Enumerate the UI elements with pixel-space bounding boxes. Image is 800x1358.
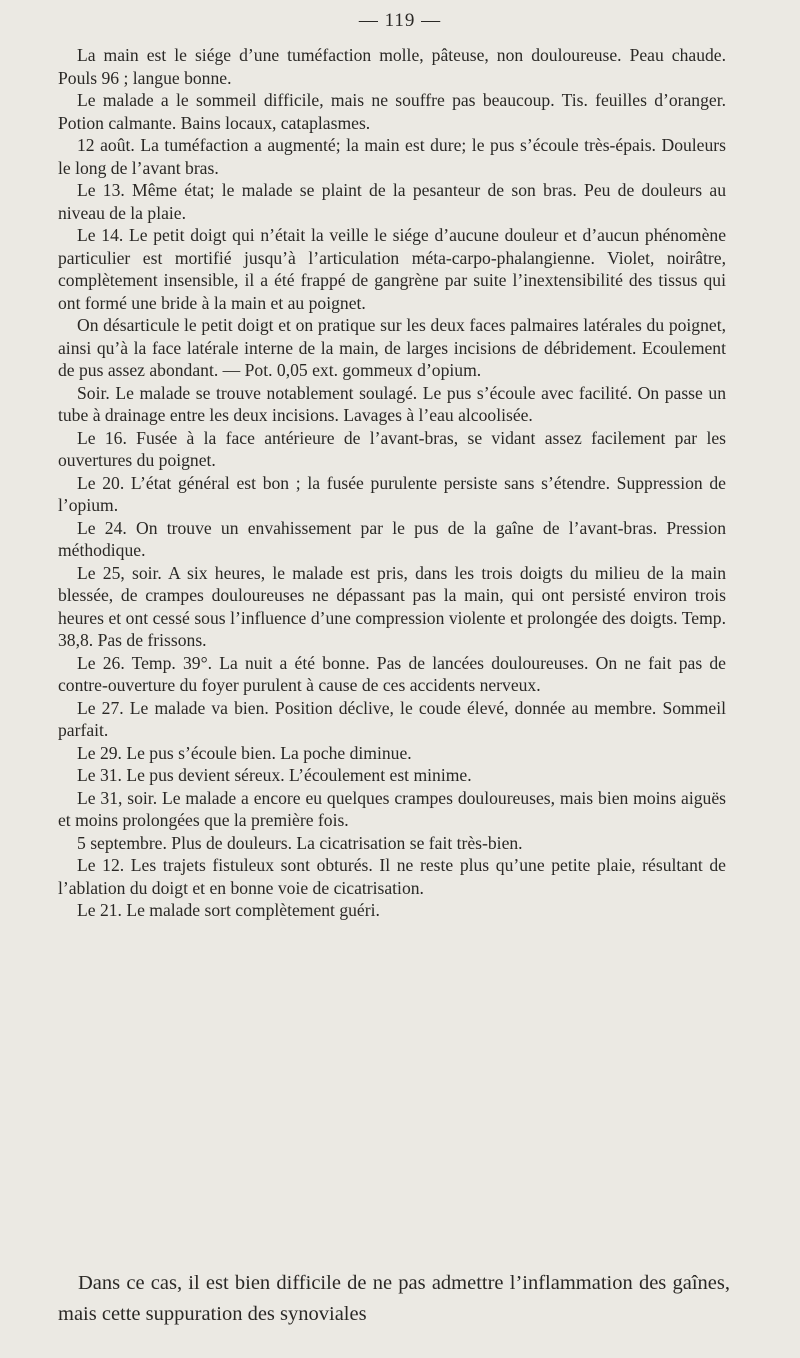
paragraph: Le 21. Le malade sort complètement guéri. (77, 900, 380, 920)
paragraph: La main est le siége d’une tuméfaction molle, pâteuse, non douloureuse. Peau chaude. Pouls 96 ; langue bonne. (58, 45, 726, 88)
case-notes (58, 44, 726, 922)
conclusion-text (58, 1268, 730, 1330)
paragraph: On désarticule le petit doigt et on pratique sur les deux faces palmaires latérales du poignet, ainsi qu’à la face latérale interne de la main, de larges incisions de débridement. Ecoulement de pus assez abondant. — Pot. 0,05 ext. gommeux d’opium. (58, 315, 726, 380)
page-number: — 119 — (358, 10, 442, 31)
paragraph: 12 août. La tuméfaction a augmenté; la main est dure; le pus s’écoule très-épais. Douleurs le long de l’avant bras. (58, 135, 726, 178)
paragraph: 5 septembre. Plus de douleurs. La cicatrisation se fait très-bien. (77, 832, 523, 853)
paragraph: Soir. Le malade se trouve notablement soulagé. Le pus s’écoule avec facilité. On passe un tube à drainage entre les deux incisions. Lavages à l’eau alcoolisée. (58, 382, 726, 425)
paragraph: Le 14. Le petit doigt qui n’était la veille le siége d’aucune douleur et d’aucun phénomène particulier est mortifié jusqu’à l’articulation méta-carpo-phalangienne. Violet, noirâtre, complètement insensible, il a été frappé de gangrène par suite l’inextensibilité des tissus qui ont formé une bride à la main et au poignet. (58, 225, 726, 313)
paragraph: Le 25, soir. A six heures, le malade est pris, dans les trois doigts du milieu de la main blessée, de crampes douloureuses ne dépassant pas la main, qui ont persisté environ trois heures et ont cessé sous l’influence d’une compression violente et prolongée des doigts. Temp. 38,8. Pas de frissons. (58, 562, 726, 650)
paragraph: Le 16. Fusée à la face antérieure de l’avant-bras, se vidant assez facilement par les ouvertures du poignet. (58, 427, 726, 470)
paragraph: Le 29. Le pus s’écoule bien. La poche diminue. (77, 742, 412, 763)
paragraph: Le 27. Le malade va bien. Position déclive, le coude élevé, donnée au membre. Sommeil parfait. (58, 697, 726, 740)
paragraph: Le 26. Temp. 39°. La nuit a été bonne. Pas de lancées douloureuses. On ne fait pas de contre-ouverture du foyer purulent à cause de ces accidents nerveux. (58, 652, 726, 695)
paragraph: Le 12. Les trajets fistuleux sont obturés. Il ne reste plus qu’une petite plaie, résultant de l’ablation du doigt et en bonne voie de cicatrisation. (58, 855, 726, 898)
paragraph: Le 24. On trouve un envahissement par le pus de la gaîne de l’avant-bras. Pression méthodique. (58, 517, 726, 560)
conclusion-paragraph: Dans ce cas, il est bien difficile de ne pas admettre l’inflammation des gaînes, mais cette suppuration des synoviales (58, 1272, 730, 1325)
paragraph: Le 13. Même état; le malade se plaint de la pesanteur de son bras. Peu de douleurs au niveau de la plaie. (58, 180, 726, 223)
paragraph: Le 31, soir. Le malade a encore eu quelques crampes douloureuses, mais bien moins aiguës et moins prolongées que la première fois. (58, 787, 726, 830)
paragraph: Le 31. Le pus devient séreux. L’écoulement est minime. (77, 765, 472, 785)
paragraph: Le 20. L’état général est bon ; la fusée purulente persiste sans s’étendre. Suppression de l’opium. (58, 472, 726, 515)
paragraph: Le malade a le sommeil difficile, mais ne souffre pas beaucoup. Tis. feuilles d’oranger. Potion calmante. Bains locaux, cataplasmes. (58, 90, 726, 133)
